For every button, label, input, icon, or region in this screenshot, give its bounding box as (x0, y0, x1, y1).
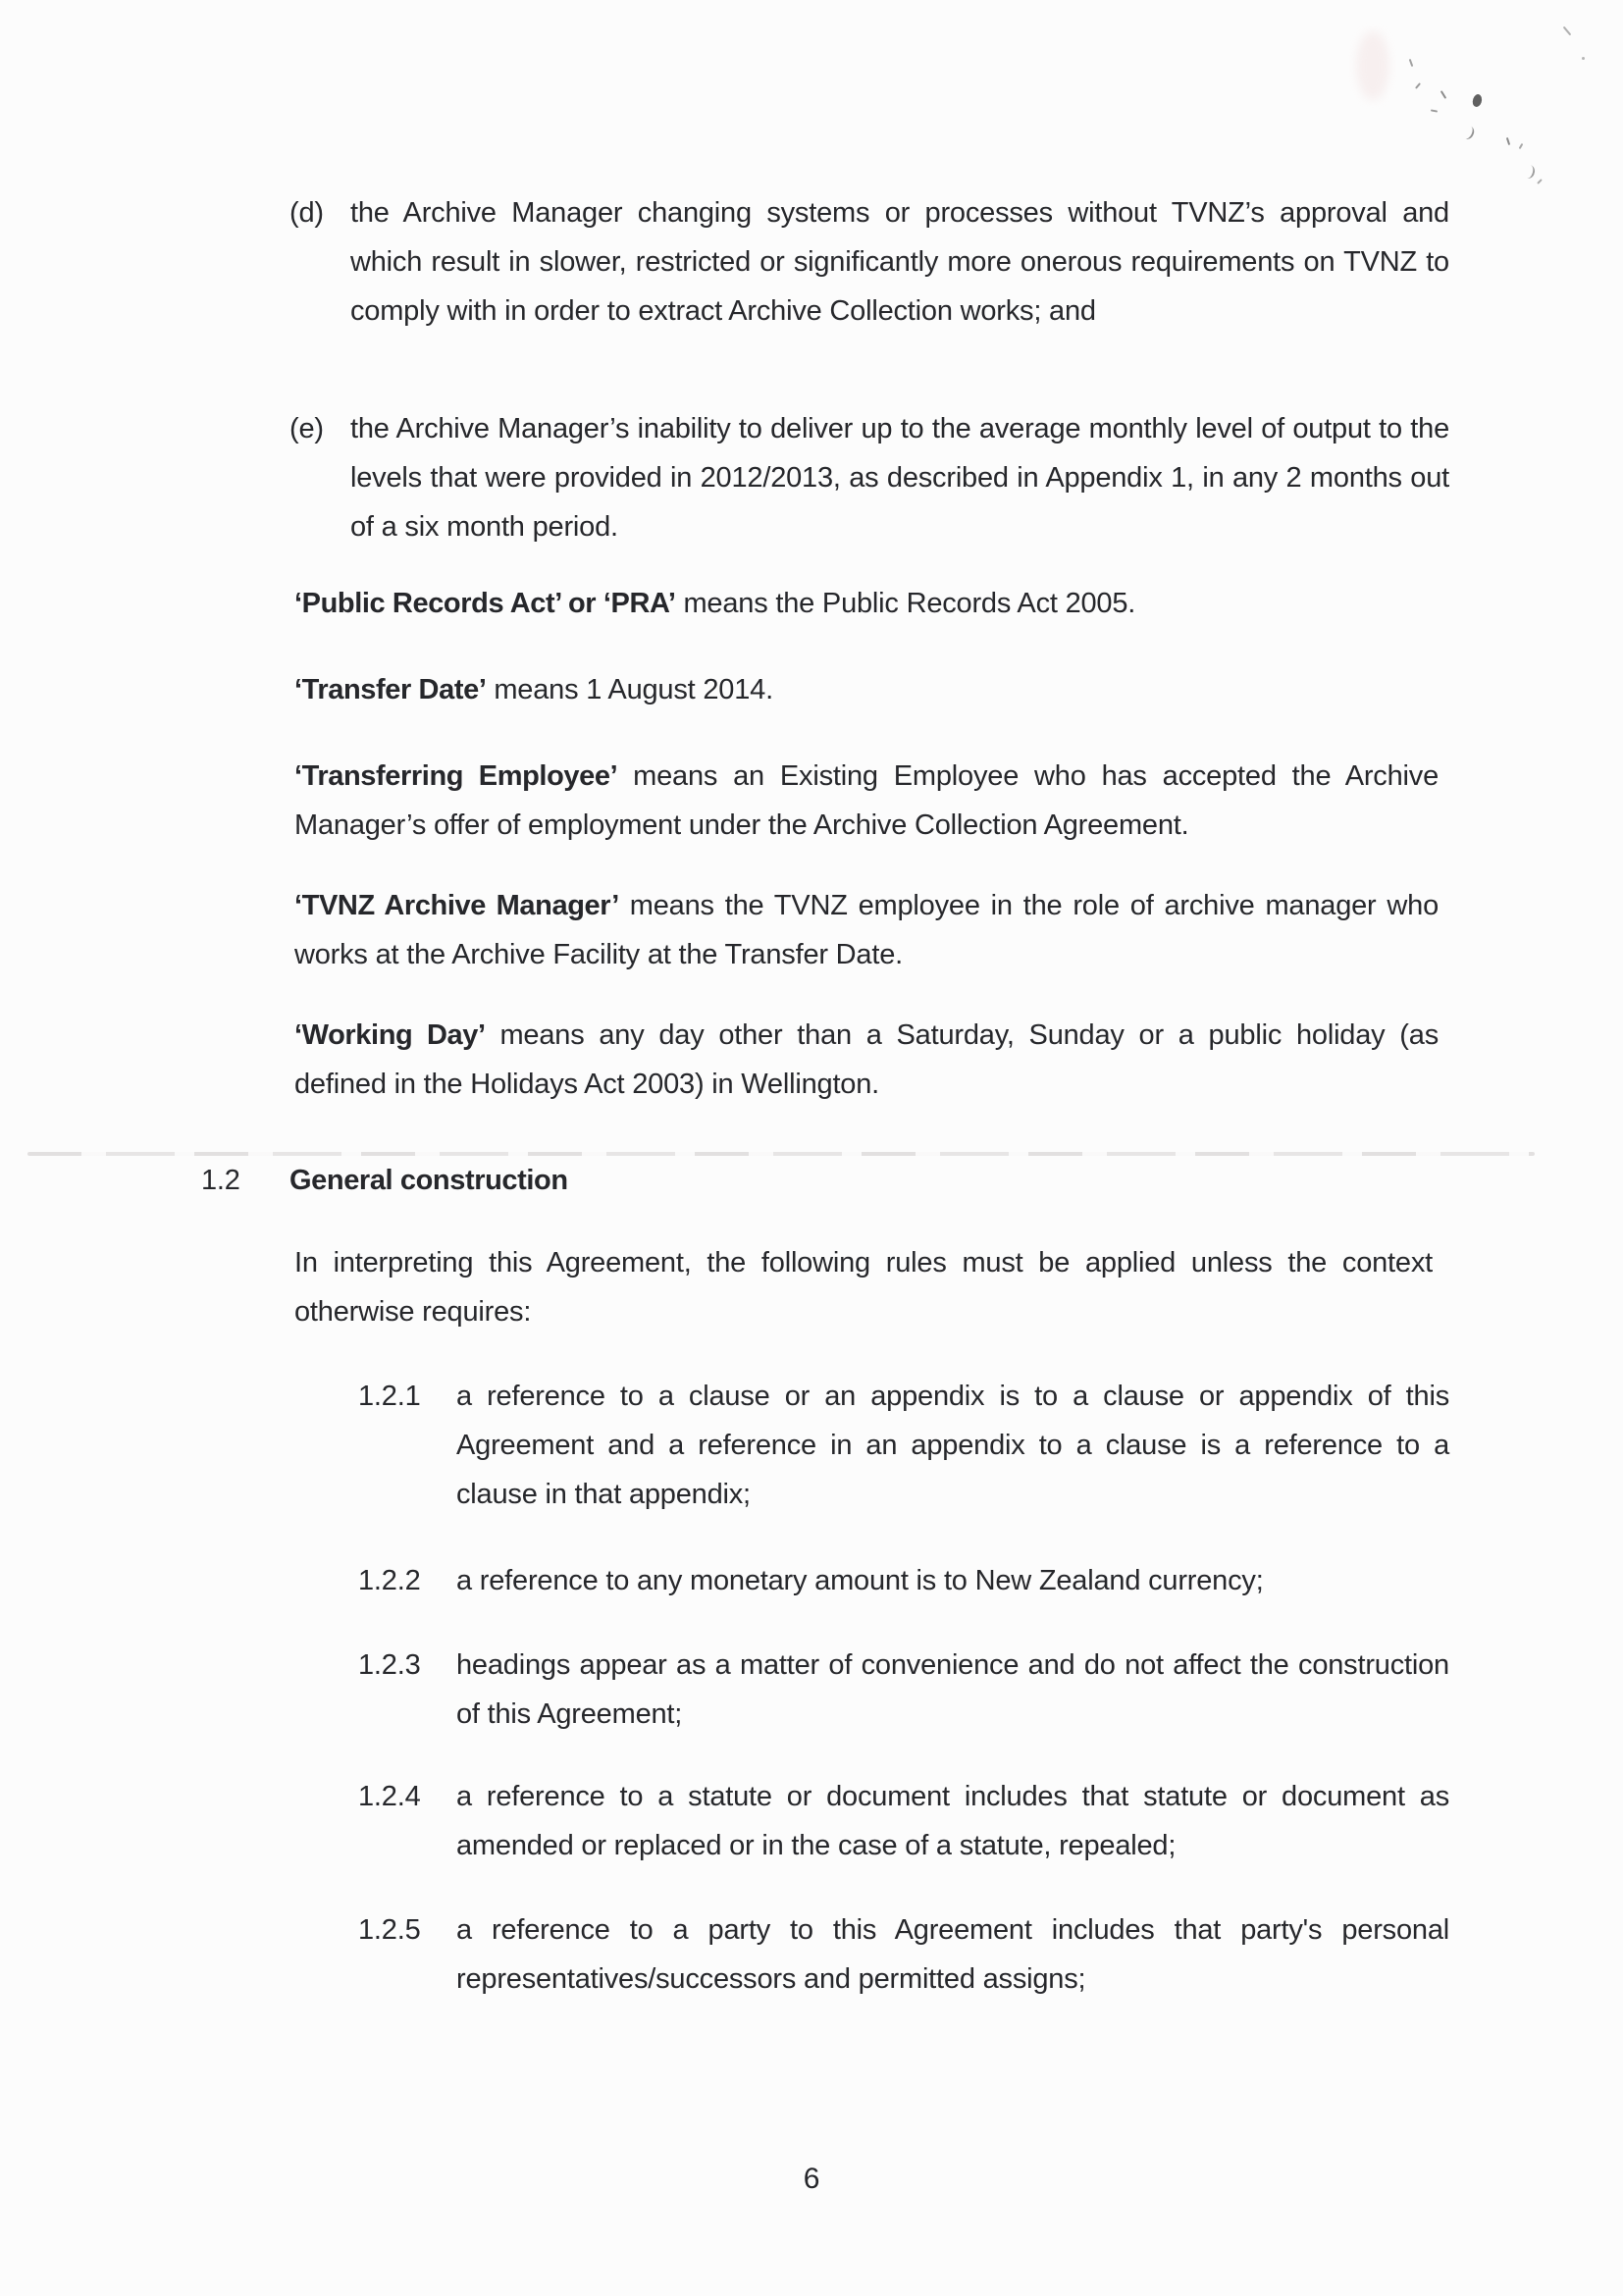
definition-tvnz-archive-manager (294, 881, 1439, 979)
definition-term: ‘Transfer Date’ (294, 674, 487, 705)
subclause-number: 1.2.3 (358, 1649, 421, 1681)
section-title: General construction (289, 1165, 568, 1196)
page-number: 6 (803, 2163, 820, 2195)
definition-transferring-employee (294, 752, 1439, 850)
subclause-text: a reference to a clause or an appendix is to a clause or appendix of this Agreement and a reference in an appendix to a clause is a reference to a clause in that appendix; (456, 1381, 1449, 1510)
subclause-number: 1.2.2 (358, 1565, 421, 1596)
section-intro: In interpreting this Agreement, the following rules must be applied unless the context otherwise requires: (294, 1247, 1433, 1328)
definition-body: means the Public Records Act 2005. (675, 588, 1136, 619)
list-item-d (289, 188, 1449, 336)
definition-term: ‘TVNZ Archive Manager’ (294, 890, 619, 921)
definition-term: ‘Public Records Act’ or ‘PRA’ (294, 588, 676, 619)
definition-body: means an Existing Employee who has accepted the Archive Manager’s offer of employment under the Archive Collection Agreement. (294, 760, 1439, 841)
subclause-1-2-2 (358, 1556, 1449, 1605)
section-number: 1.2 (201, 1165, 240, 1196)
subclause-number: 1.2.4 (358, 1781, 421, 1812)
scan-separator-line (27, 1152, 1535, 1156)
subclause-1-2-4 (358, 1772, 1449, 1870)
definition-term: ‘Working Day’ (294, 1019, 486, 1051)
subclause-1-2-5 (358, 1905, 1449, 2004)
scan-speckle (1582, 57, 1585, 60)
subclause-text: headings appear as a matter of convenience and do not affect the construction of this Agreement; (456, 1649, 1449, 1730)
definition-body: means any day other than a Saturday, Sunday or a public holiday (as defined in the Holidays Act 2003) in Wellington. (294, 1019, 1439, 1100)
subclause-text: a reference to any monetary amount is to New Zealand currency; (456, 1565, 1264, 1596)
subclause-number: 1.2.5 (358, 1914, 421, 1946)
definition-working-day (294, 1011, 1439, 1109)
subclause-text: a reference to a party to this Agreement includes that party's personal representatives/successors and permitted assigns; (456, 1914, 1449, 1995)
subclause-text: a reference to a statute or document includes that statute or document as amended or replaced or in the case of a statute, repealed; (456, 1781, 1449, 1861)
list-item-label: (d) (289, 197, 324, 229)
list-item-e (289, 404, 1449, 551)
list-item-text: the Archive Manager’s inability to deliver up to the average monthly level of output to the levels that were provided in 2012/2013, as described in Appendix 1, in any 2 months out of a six month period. (350, 413, 1449, 543)
definition-term: ‘Transferring Employee’ (294, 760, 618, 792)
definition-transfer-date (294, 665, 1439, 714)
list-item-text: the Archive Manager changing systems or processes without TVNZ’s approval and which result in slower, restricted or significantly more onerous requirements on TVNZ to comply with in order to extract Archive Collection works; and (350, 197, 1449, 327)
definition-public-records-act (294, 579, 1439, 628)
subclause-number: 1.2.1 (358, 1381, 421, 1412)
definition-body: means the TVNZ employee in the role of archive manager who works at the Archive Facility at the Transfer Date. (294, 890, 1439, 970)
subclause-1-2-1 (358, 1372, 1449, 1519)
section-heading (201, 1156, 1623, 1205)
definition-body: means 1 August 2014. (486, 674, 773, 705)
scan-smudge (1356, 31, 1389, 100)
list-item-label: (e) (289, 413, 324, 444)
subclause-1-2-3 (358, 1641, 1449, 1739)
